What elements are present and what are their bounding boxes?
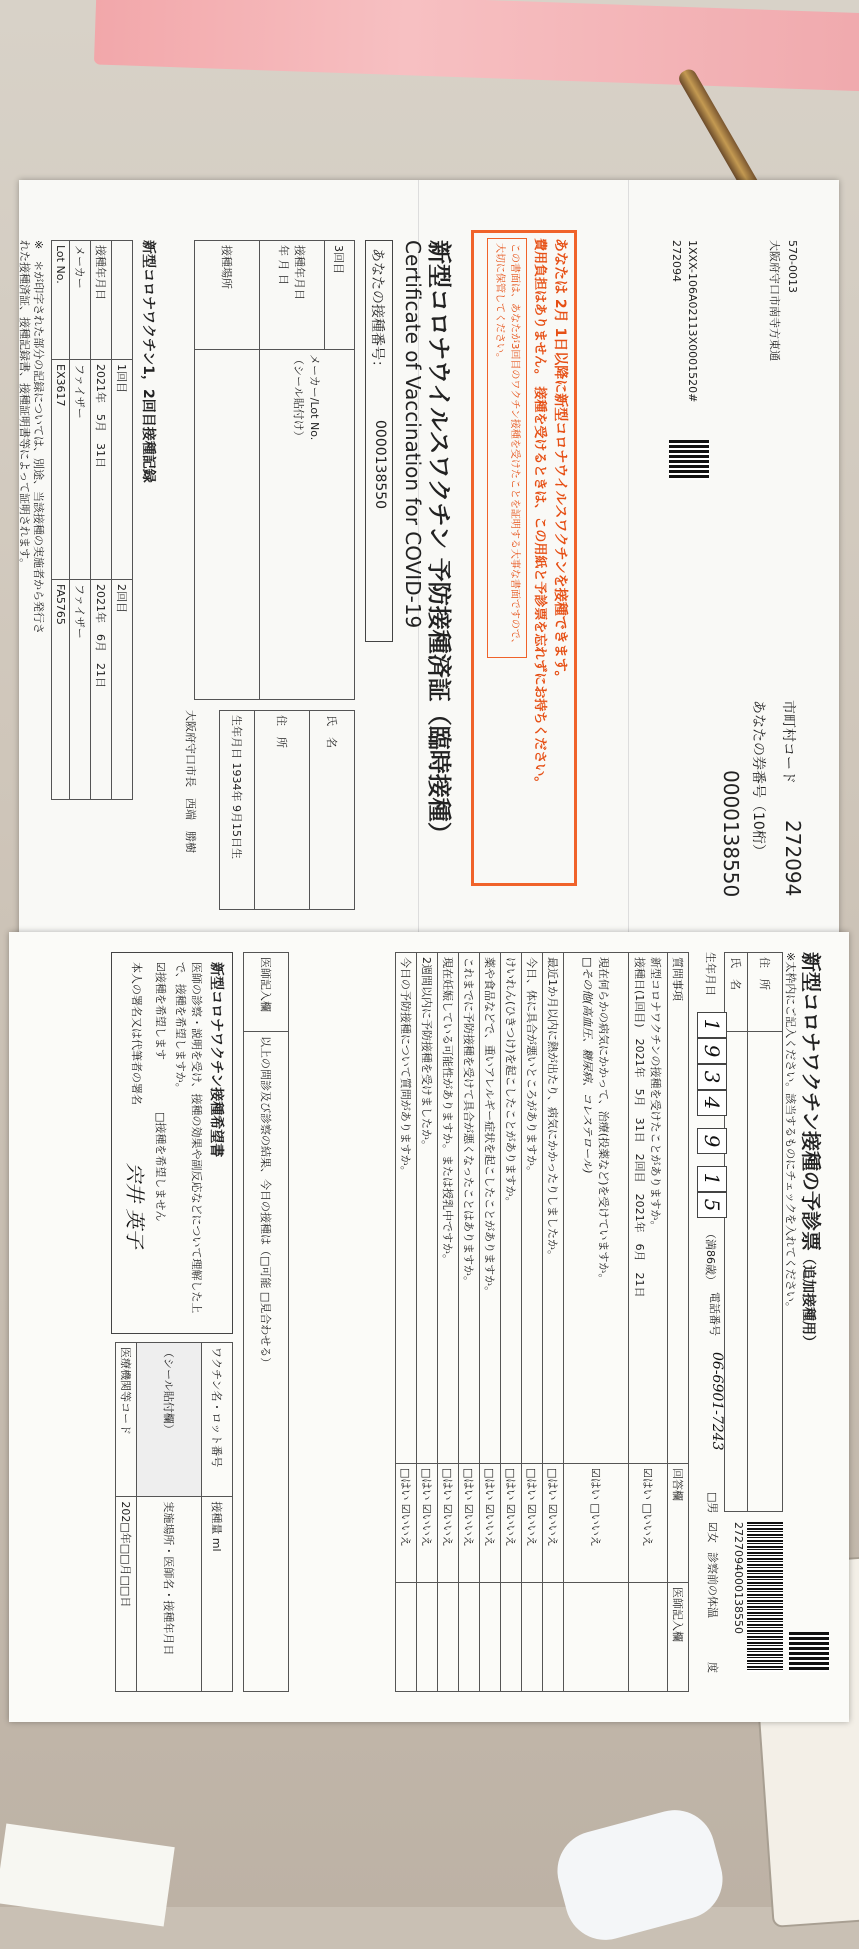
questionnaire-title: 新型コロナワクチン接種の予診票（追加接種用） [799, 952, 823, 1349]
answer-4[interactable]: □はい ☑いいえ [522, 1464, 543, 1583]
address-line: 大阪府守口市南寺方東通 [768, 240, 781, 361]
question-2: 現在何らかの病気にかかって、治療(投薬など)を受けていますか。 □その他(高血圧、糖尿病、コレステロール) [564, 953, 629, 1464]
doctor-section [243, 952, 289, 1692]
dose3-place: 接種場所 [195, 241, 260, 350]
vaccination-number-label: あなたの接種番号： [369, 248, 385, 374]
dose1-maker: ファイザー [70, 360, 91, 580]
personal-info-table [724, 952, 783, 1512]
consent-text: 医師の診察・説明を受け、接種の効果や副反応などについて理解した上で、接種を希望しますか。 [174, 962, 203, 1314]
name-label: 氏 名 [310, 711, 355, 910]
question-7: これまでに予防接種を受けて具合が悪くなったことはありますか。 [459, 953, 480, 1464]
birth-day-digit[interactable]: 1 [697, 1166, 727, 1192]
issuer: 大阪府守口市長 西端 勝樹 [184, 710, 197, 853]
vaccine-label: ワクチン名・ロット番号 [202, 1343, 233, 1497]
dose1-lot: EX3617 [52, 360, 70, 580]
barcode-text: 1XXX-106A02113X0001520# [686, 240, 699, 403]
answer-3[interactable]: □はい ☑いいえ [543, 1464, 564, 1583]
answer-6[interactable]: □はい ☑いいえ [480, 1464, 501, 1583]
notice-box: この書面は、あなたが3回目のワクチン接種を受けたことを証明する大事な書面ですので、大切に保管してください。 [487, 238, 527, 658]
birth-month-digit[interactable]: 9 [697, 1128, 727, 1154]
record-title: 新型コロナワクチン1，2回目接種記録 [140, 240, 156, 483]
inst-code-label: 医療機関等コード [116, 1343, 137, 1497]
dose2-date: 2021年 6月 21日 [91, 580, 112, 800]
birth-year-digit[interactable]: 1 [697, 1012, 727, 1038]
dose1-date: 2021年 5月 31日 [91, 360, 112, 580]
record-row-lot: Lot No. [52, 241, 70, 360]
person-table [219, 710, 355, 910]
record-footnote-b: れた接種済証、接種記録書、接種証明書等によって証明されます。 [18, 240, 31, 570]
questionnaire-sheet [9, 932, 849, 1722]
question-9: 2週間以内に予防接種を受けましたか。 [417, 953, 438, 1464]
code-small: 272094 [670, 240, 683, 282]
certificate-title: 新型コロナウイルスワクチン 予防接種済証（臨時接種） [425, 240, 453, 846]
temp-unit: 度 [706, 1662, 719, 1673]
doctor-section-label: 医師記入欄 [244, 953, 289, 1032]
question-3: 最近1か月以内に熱が出たり、病気にかかったりしましたか。 [543, 953, 564, 1464]
temp-label: 診察前の体温 [706, 1552, 719, 1618]
qr-code-icon [669, 440, 709, 480]
dose2-lot: FA5765 [52, 580, 70, 800]
dose2-label: 2回目 [112, 580, 133, 800]
dose1-label: 1回目 [112, 360, 133, 580]
voucher-sheet [19, 180, 839, 940]
question-5: けいれん(ひきつけ)を起こしたことがありますか。 [501, 953, 522, 1464]
answer-8[interactable]: □はい ☑いいえ [438, 1464, 459, 1583]
consent-title: 新型コロナワクチン接種希望書 [208, 962, 224, 1158]
barcode-number: 2727094000138550 [732, 1522, 745, 1634]
dose3-table [194, 240, 355, 700]
ticket-label: あなたの券番号（10桁） [750, 700, 766, 858]
sex-female-option[interactable]: ☑女 [706, 1522, 719, 1543]
postal-code: 570-0013 [786, 240, 799, 293]
doctor-text: 以上の問診及び診察の結果、今日の接種は（□可能 □見合わせる） [244, 1032, 289, 1692]
answer-1[interactable]: ☑はい □いいえ [629, 1464, 668, 1583]
phone-value[interactable]: 06-6901-7243 [709, 1352, 725, 1451]
municipality-code: 272094 [781, 820, 805, 897]
record-table [51, 240, 133, 800]
municipality-code-label: 市町村コード [780, 700, 796, 784]
notice-headline: あなたは 2月 1日以降に新型コロナウイルスワクチンを接種できます。 [552, 238, 568, 685]
questionnaire-instruction: ※太枠内にご記入ください。該当するものにチェックを入れてください。 [784, 952, 797, 1313]
barcode-icon [747, 1522, 783, 1672]
phone-label: 電話番号 [708, 1292, 721, 1336]
vaccination-date: 202□年□□月□□日 [116, 1497, 137, 1692]
answer-9[interactable]: □はい ☑いいえ [417, 1464, 438, 1583]
doctor-header: 医師記入欄 [668, 1583, 689, 1692]
dose3-maker: メーカー/Lot No. （シール貼付け） [260, 350, 355, 700]
record-row-date: 接種年月日 [91, 241, 112, 360]
birth-year-digit[interactable]: 3 [697, 1064, 727, 1090]
age-label: （満86歳） [704, 1228, 717, 1286]
birth-day-digit[interactable]: 5 [697, 1192, 727, 1218]
dose-label: 接種量 ml [202, 1497, 233, 1692]
qr-code-icon [789, 1632, 829, 1672]
address-label: 住 所 [255, 711, 310, 910]
question-6: 薬や食品などで、重いアレルギー症状を起こしたことがありますか。 [480, 953, 501, 1464]
consent-wish-option[interactable]: ☑接種を希望します [154, 962, 167, 1060]
place-label: 実施場所・医師名・接種年月日 [137, 1497, 202, 1692]
answer-2[interactable]: ☑はい □いいえ [564, 1464, 629, 1583]
birth-year-digit[interactable]: 9 [697, 1038, 727, 1064]
sticker-area: （シール貼付欄） [137, 1343, 202, 1497]
answers-header: 回答欄 [668, 1464, 689, 1583]
vaccination-number: 0000138550 [372, 420, 388, 510]
question-4: 今日、体に具合が悪いところがありますか。 [522, 953, 543, 1464]
notice-line2: 費用負担はありません。 接種を受けるときは、この用紙と予診票を忘れずにお持ちください。 [532, 238, 547, 790]
question-table [395, 952, 689, 1692]
vaccination-documents [9, 180, 849, 1740]
certificate-subtitle: Certificate of Vaccination for COVID-19 [401, 240, 425, 629]
vaccine-record-table [115, 1342, 233, 1692]
answer-5[interactable]: □はい ☑いいえ [501, 1464, 522, 1583]
sex-male-option[interactable]: □男 [706, 1492, 719, 1514]
address-field-label: 住 所 [748, 953, 783, 1032]
dose2-maker: ファイザー [70, 580, 91, 800]
questions-header: 質問事項 [668, 953, 689, 1464]
dose3-date: 接種年月日 年 月 日 [260, 241, 325, 350]
ticket-number: 0000138550 [719, 770, 743, 898]
answer-7[interactable]: □はい ☑いいえ [459, 1464, 480, 1583]
dose3-label: 3回目 [325, 241, 355, 350]
question-10: 今日の予防接種について質問がありますか。 [396, 953, 417, 1464]
question-1: 新型コロナワクチンの接種を受けたことがありますか。 接種日(1回目) 2021年 5月 31日 2回目 2021年 6月 21日 [629, 953, 668, 1464]
birth-year-digit[interactable]: 4 [697, 1090, 727, 1116]
answer-10[interactable]: □はい ☑いいえ [396, 1464, 417, 1583]
name-field-label: 氏 名 [725, 953, 748, 1032]
question-8: 現在妊娠している可能性がありますか。または授乳中ですか。 [438, 953, 459, 1464]
consent-nowish-option[interactable]: □接種を希望しません [154, 1112, 167, 1222]
signature[interactable]: 宍井 英子 [123, 1162, 147, 1249]
record-row-maker: メーカー [70, 241, 91, 360]
signature-label: 本人の署名又は代筆者の署名 [130, 962, 143, 1105]
record-footnote-a: ※ ＊が印字された部分の記録については、別途、当該接種の実施者から発行さ [32, 240, 45, 634]
birth-label: 生年月日 1934年 9月15日生 [220, 711, 255, 910]
birth-field-label: 生年月日 [704, 952, 717, 996]
